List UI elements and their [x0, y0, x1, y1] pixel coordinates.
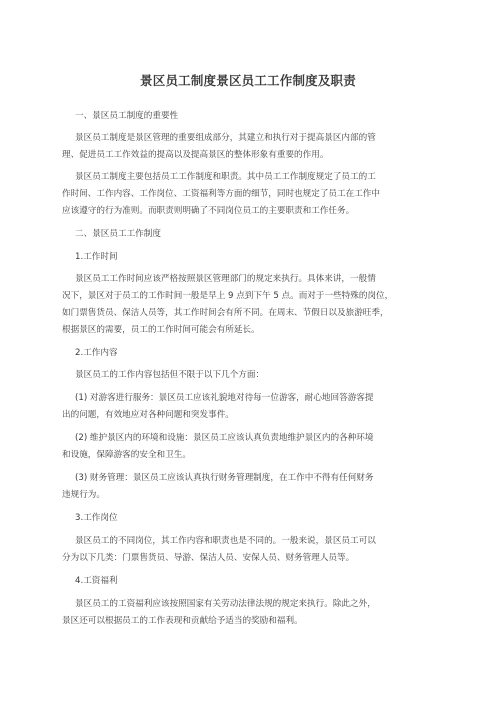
- list-item-line: 出的问题，有效地应对各种问题和突发事件。: [62, 410, 234, 420]
- list-item-line: (1) 对游客进行服务：景区员工应该礼貌地对待每一位游客，耐心地回答游客提: [75, 393, 374, 403]
- list-item-line: 和设施，保障游客的安全和卫生。: [62, 450, 191, 460]
- paragraph-line: 作时间、工作内容、工作岗位、工资福利等方面的细节，同时也规定了员工在工作中: [62, 189, 380, 199]
- paragraph-line: 景区员工的工资福利应该按照国家有关劳动法律法规的规定来执行。除此之外，: [75, 599, 376, 609]
- paragraph-line: 景区员工的工作内容包括但不限于以下几个方面：: [75, 370, 265, 380]
- subsection-heading: 3.工作岗位: [75, 513, 118, 523]
- subsection-heading: 4.工资福利: [75, 576, 118, 586]
- paragraph-line: 景区员工的不同岗位，其工作内容和职责也是不同的。一般来说，景区员工可以: [75, 536, 376, 546]
- paragraph-line: 分为以下几类：门票售货员、导游、保洁人员、安保人员、财务管理人员等。: [62, 553, 355, 563]
- paragraph-line: 应该遵守的行为准则。而职责则明确了不同岗位员工的主要职责和工作任务。: [62, 206, 355, 216]
- paragraph-line: 理、促进员工工作效益的提高以及提高景区的整体形象有重要的作用。: [62, 150, 329, 160]
- paragraph-line: 如门票售货员、保洁人员等，其工作时间会有所不同。在周末、节假日以及旅游旺季，: [62, 308, 389, 318]
- paragraph-line: 景区员工工作时间应该严格按照景区管理部门的规定来执行。具体来讲，一般情: [75, 274, 376, 284]
- paragraph-line: 景区员工制度主要包括员工工作制度和职责。其中员工工作制度规定了员工的工: [75, 172, 376, 182]
- list-item-line: (2) 维护景区内的环境和设施：景区员工应该认真负责地维护景区内的各种环境: [75, 433, 374, 443]
- paragraph-line: 况下，景区对于员工的工作时间一般是早上 9 点到下午 5 点。而对于一些特殊的岗位，: [62, 291, 394, 301]
- list-item-line: 违规行为。: [62, 490, 105, 500]
- paragraph-line: 景区还可以根据员工的工作表现和贡献给予适当的奖励和福利。: [62, 616, 303, 626]
- document-title: 景区员工制度景区员工工作制度及职责: [140, 73, 356, 88]
- section-heading: 一、景区员工制度的重要性: [75, 111, 179, 121]
- subsection-heading: 1.工作时间: [75, 252, 118, 262]
- subsection-heading: 2.工作内容: [75, 348, 118, 358]
- list-item-line: (3) 财务管理：景区员工应该认真执行财务管理制度，在工作中不得有任何财务: [75, 473, 374, 483]
- paragraph-line: 景区员工制度是景区管理的重要组成部分，其建立和执行对于提高景区内部的管: [75, 133, 376, 143]
- section-heading: 二、景区员工工作制度: [75, 229, 161, 239]
- paragraph-line: 根据景区的需要，员工的工作时间可能会有所延长。: [62, 325, 260, 335]
